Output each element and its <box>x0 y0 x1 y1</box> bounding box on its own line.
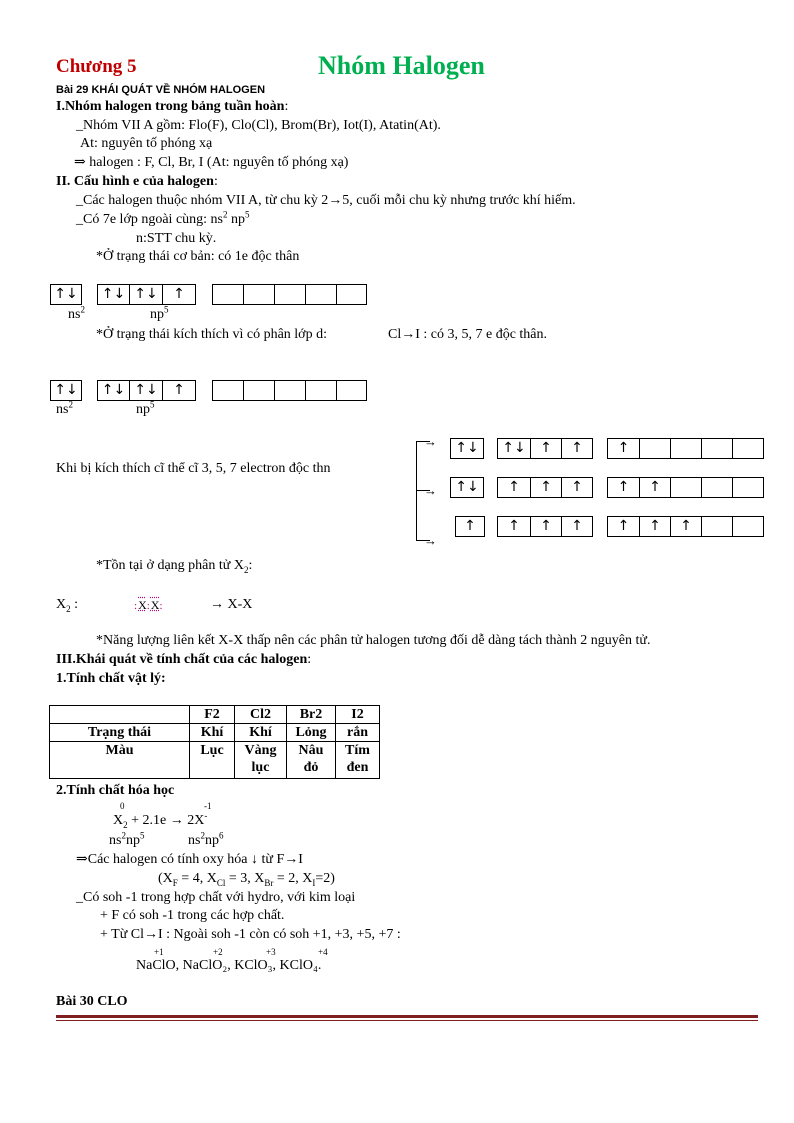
electron-dots-icon: : <box>134 600 139 612</box>
section3-heading: III.Khái quát về tính chất của các halogen: <box>56 652 312 667</box>
orbital-box <box>274 380 306 401</box>
table-cell: Lỏng <box>287 724 336 742</box>
np-label: $np^5$ <box>136 399 155 417</box>
electron-dots-icon: : <box>146 600 151 612</box>
physical-properties-heading: 1.Tính chất vật lý: <box>56 671 166 686</box>
orbital-box <box>639 438 671 459</box>
section2-line3: n:STT chu kỳ. <box>136 231 217 246</box>
orbital-box <box>243 284 275 305</box>
orbital-box: ↑ <box>530 477 562 498</box>
orbital-box: ↑↓ <box>97 284 130 305</box>
orbital-box: ↑ <box>455 516 485 537</box>
orbital-box: ↑ <box>162 284 196 305</box>
table-row <box>50 742 380 779</box>
table-cell: Vàng lục <box>235 742 287 779</box>
orbital-box <box>701 477 733 498</box>
orbital-box <box>336 380 367 401</box>
section1-heading: I.Nhóm halogen trong bảng tuần hoàn: <box>56 99 289 114</box>
arrow-right-icon: → <box>424 434 437 449</box>
table-cell: F2 <box>190 706 235 724</box>
config-left: $ns^2np^5$ <box>109 830 145 848</box>
ns-label: $ns^2$ <box>56 399 73 417</box>
orbital-box <box>274 284 306 305</box>
orbital-box: ↑↓ <box>129 284 163 305</box>
section2-heading: II. Cấu hình e của halogen: <box>56 174 218 189</box>
table-cell: Màu <box>50 742 190 779</box>
orbital-box <box>732 477 764 498</box>
orbital-box: ↑ <box>561 438 593 459</box>
soh-line2: + F có soh -1 trong các hợp chất. <box>100 908 285 923</box>
orbital-box: ↑ <box>561 477 593 498</box>
bond-energy-note: *Năng lượng liên kết X-X thấp nên các phân tử halogen tương đối dễ dàng tách thành 2 nguyên tử. <box>96 633 651 648</box>
table-cell: Trạng thái <box>50 724 190 742</box>
orbital-box: ↑ <box>670 516 702 537</box>
config-right: $ns^2np^6$ <box>188 830 224 848</box>
lewis-result: → X-X <box>210 597 253 612</box>
table-row <box>50 706 380 724</box>
table-cell <box>50 706 190 724</box>
section1-line2: At: nguyên tố phóng xạ <box>80 136 213 151</box>
excited-state-note: *Ở trạng thái kích thích vì có phân lớp d: <box>96 327 327 342</box>
orbital-box: ↑ <box>607 477 640 498</box>
soh-line3: + Từ Cl→I : Ngoài soh -1 còn có soh +1, +3, +5, +7 : <box>100 927 401 942</box>
orbital-box: ↑↓ <box>497 438 531 459</box>
chemical-properties-heading: 2.Tính chất hóa học <box>56 783 175 798</box>
orbital-box <box>305 380 337 401</box>
electron-dots-icon: : <box>159 600 164 612</box>
orbital-box: ↑↓ <box>50 380 82 401</box>
table-cell: Lục <box>190 742 235 779</box>
orbital-box: ↑↓ <box>450 477 484 498</box>
divider <box>56 1015 758 1018</box>
ground-state-note: *Ở trạng thái cơ bản: có 1e độc thân <box>96 249 300 264</box>
table-cell: rắn <box>336 724 380 742</box>
oxidation-state-label: +2 <box>213 947 223 957</box>
table-cell: Tím đen <box>336 742 380 779</box>
orbital-box: ↑ <box>607 516 640 537</box>
section2-line2: _Có 7e lớp ngoài cùng: $ns^2$ $np^5$ <box>76 209 250 227</box>
orbital-box: ↑↓ <box>450 438 484 459</box>
oxidation-state-label: -1 <box>204 801 212 811</box>
orbital-box <box>670 438 702 459</box>
orbital-box: ↑ <box>607 438 640 459</box>
section2-line1: _Các halogen thuộc nhóm VII A, từ chu kỳ 2→5, cuối mỗi chu kỳ nhưng trước khí hiếm. <box>76 193 576 208</box>
orbital-box: ↑ <box>530 438 562 459</box>
table-cell: Khí <box>235 724 287 742</box>
table-row <box>50 724 380 742</box>
orbital-box <box>212 380 244 401</box>
soh-line1: _Có soh -1 trong hợp chất với hydro, với kim loại <box>76 890 356 905</box>
orbital-box: ↑↓ <box>50 284 82 305</box>
arrow-right-icon: → <box>424 533 437 548</box>
table-cell: Khí <box>190 724 235 742</box>
orbital-box: ↑↓ <box>129 380 163 401</box>
orbital-box <box>305 284 337 305</box>
bracket-line <box>416 441 417 541</box>
electronegativity-values: ($X_F = 4$, $X_{Cl} = 3$, $X_{Br} = 2$, $X_I=2$) <box>158 871 335 888</box>
section1-line1: _Nhóm VII A gồm: Flo(F), Clo(Cl), Brom(Br), Iot(I), Atatin(At). <box>76 118 441 133</box>
orbital-box: ↑ <box>162 380 196 401</box>
oxidation-state-label: +3 <box>266 947 276 957</box>
orbital-box <box>212 284 244 305</box>
orbital-box: ↑↓ <box>97 380 130 401</box>
orbital-box: ↑ <box>561 516 593 537</box>
oxidation-state-label: +1 <box>154 947 164 957</box>
np-label: $np^5$ <box>150 304 169 322</box>
molecule-note: *Tồn tại ở dạng phân tử $X_2$: <box>96 558 253 575</box>
physical-properties-table <box>49 705 380 779</box>
orbital-box <box>732 516 764 537</box>
table-cell: Cl2 <box>235 706 287 724</box>
divider <box>56 1020 758 1021</box>
oxidation-state-label: 0 <box>120 801 125 811</box>
ns-label: $ns^2$ <box>68 304 85 322</box>
page-title: Nhóm Halogen <box>318 51 485 80</box>
next-lesson-title: Bài 30 CLO <box>56 994 128 1009</box>
orbital-box <box>701 516 733 537</box>
orbital-box <box>732 438 764 459</box>
table-cell: Br2 <box>287 706 336 724</box>
table-cell: Nâu đỏ <box>287 742 336 779</box>
orbital-box: ↑ <box>639 477 671 498</box>
orbital-box: ↑ <box>497 477 531 498</box>
chlorine-compounds: NaClO, NaClO₂, KClO₃, KClO₄. <box>136 958 322 973</box>
table-cell: I2 <box>336 706 380 724</box>
orbital-box: ↑ <box>497 516 531 537</box>
excited-state-detail: Cl→I : có 3, 5, 7 e độc thân. <box>388 327 548 342</box>
arrow-right-icon: → <box>424 483 437 498</box>
orbital-box <box>701 438 733 459</box>
orbital-box <box>243 380 275 401</box>
excited-electrons-note: Khi bị kích thích cĩ thể cĩ 3, 5, 7 electron độc thn <box>56 461 331 476</box>
orbital-box: ↑ <box>530 516 562 537</box>
chapter-label: Chương 5 <box>56 56 137 77</box>
section1-line3: ⇒ halogen : F, Cl, Br, I (At: nguyên tố phóng xạ) <box>74 155 349 170</box>
lewis-structure: :X:X: <box>134 598 164 612</box>
oxidation-state-label: +4 <box>318 947 328 957</box>
orbital-box <box>336 284 367 305</box>
orbital-box <box>670 477 702 498</box>
halogen-reduction-equation: $X_2 + 2.1e \to 2X^-$ <box>113 810 208 830</box>
oxidizing-trend: ⇒Các halogen có tính oxy hóa ↓ từ F→I <box>76 852 303 867</box>
x2-label: $X_2$ : <box>56 597 79 614</box>
orbital-box: ↑ <box>639 516 671 537</box>
lesson-title: Bài 29 KHÁI QUÁT VỀ NHÓM HALOGEN <box>56 84 266 96</box>
